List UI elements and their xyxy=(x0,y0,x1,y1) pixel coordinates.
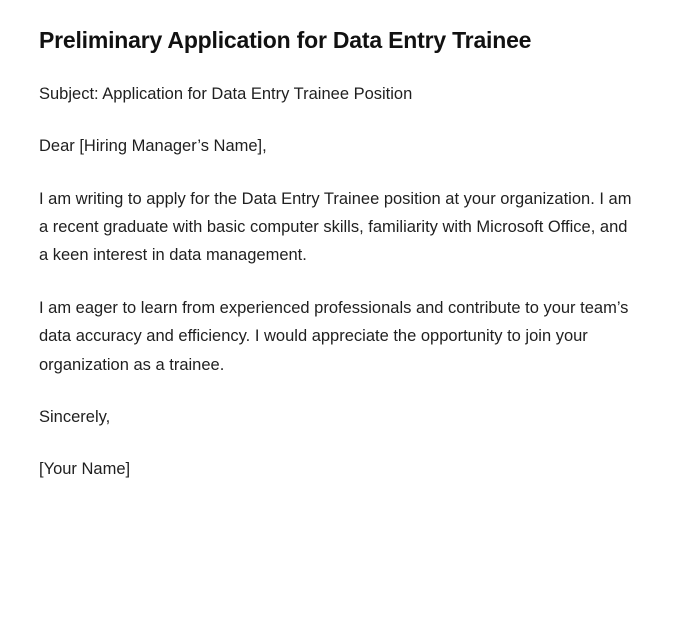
paragraph-intro: I am writing to apply for the Data Entry Trainee position at your organization. I am a recent graduate with basic computer skills, familiarity with Microsoft Office, and a keen interest in data management. xyxy=(39,189,632,265)
paragraph-subject: Subject: Application for Data Entry Trainee Position xyxy=(39,84,413,103)
paragraph-signature: [Your Name] xyxy=(39,460,131,479)
page-title: Preliminary Application for Data Entry Trainee xyxy=(39,27,532,53)
paragraph-salutation: Dear [Hiring Manager’s Name], xyxy=(39,137,267,156)
paragraph-motivation: I am eager to learn from experienced professionals and contribute to your team’s data accuracy and efficiency. I would appreciate the opportunity to join your organization as a trainee. xyxy=(39,298,629,374)
paragraph-closing: Sincerely, xyxy=(39,407,111,426)
